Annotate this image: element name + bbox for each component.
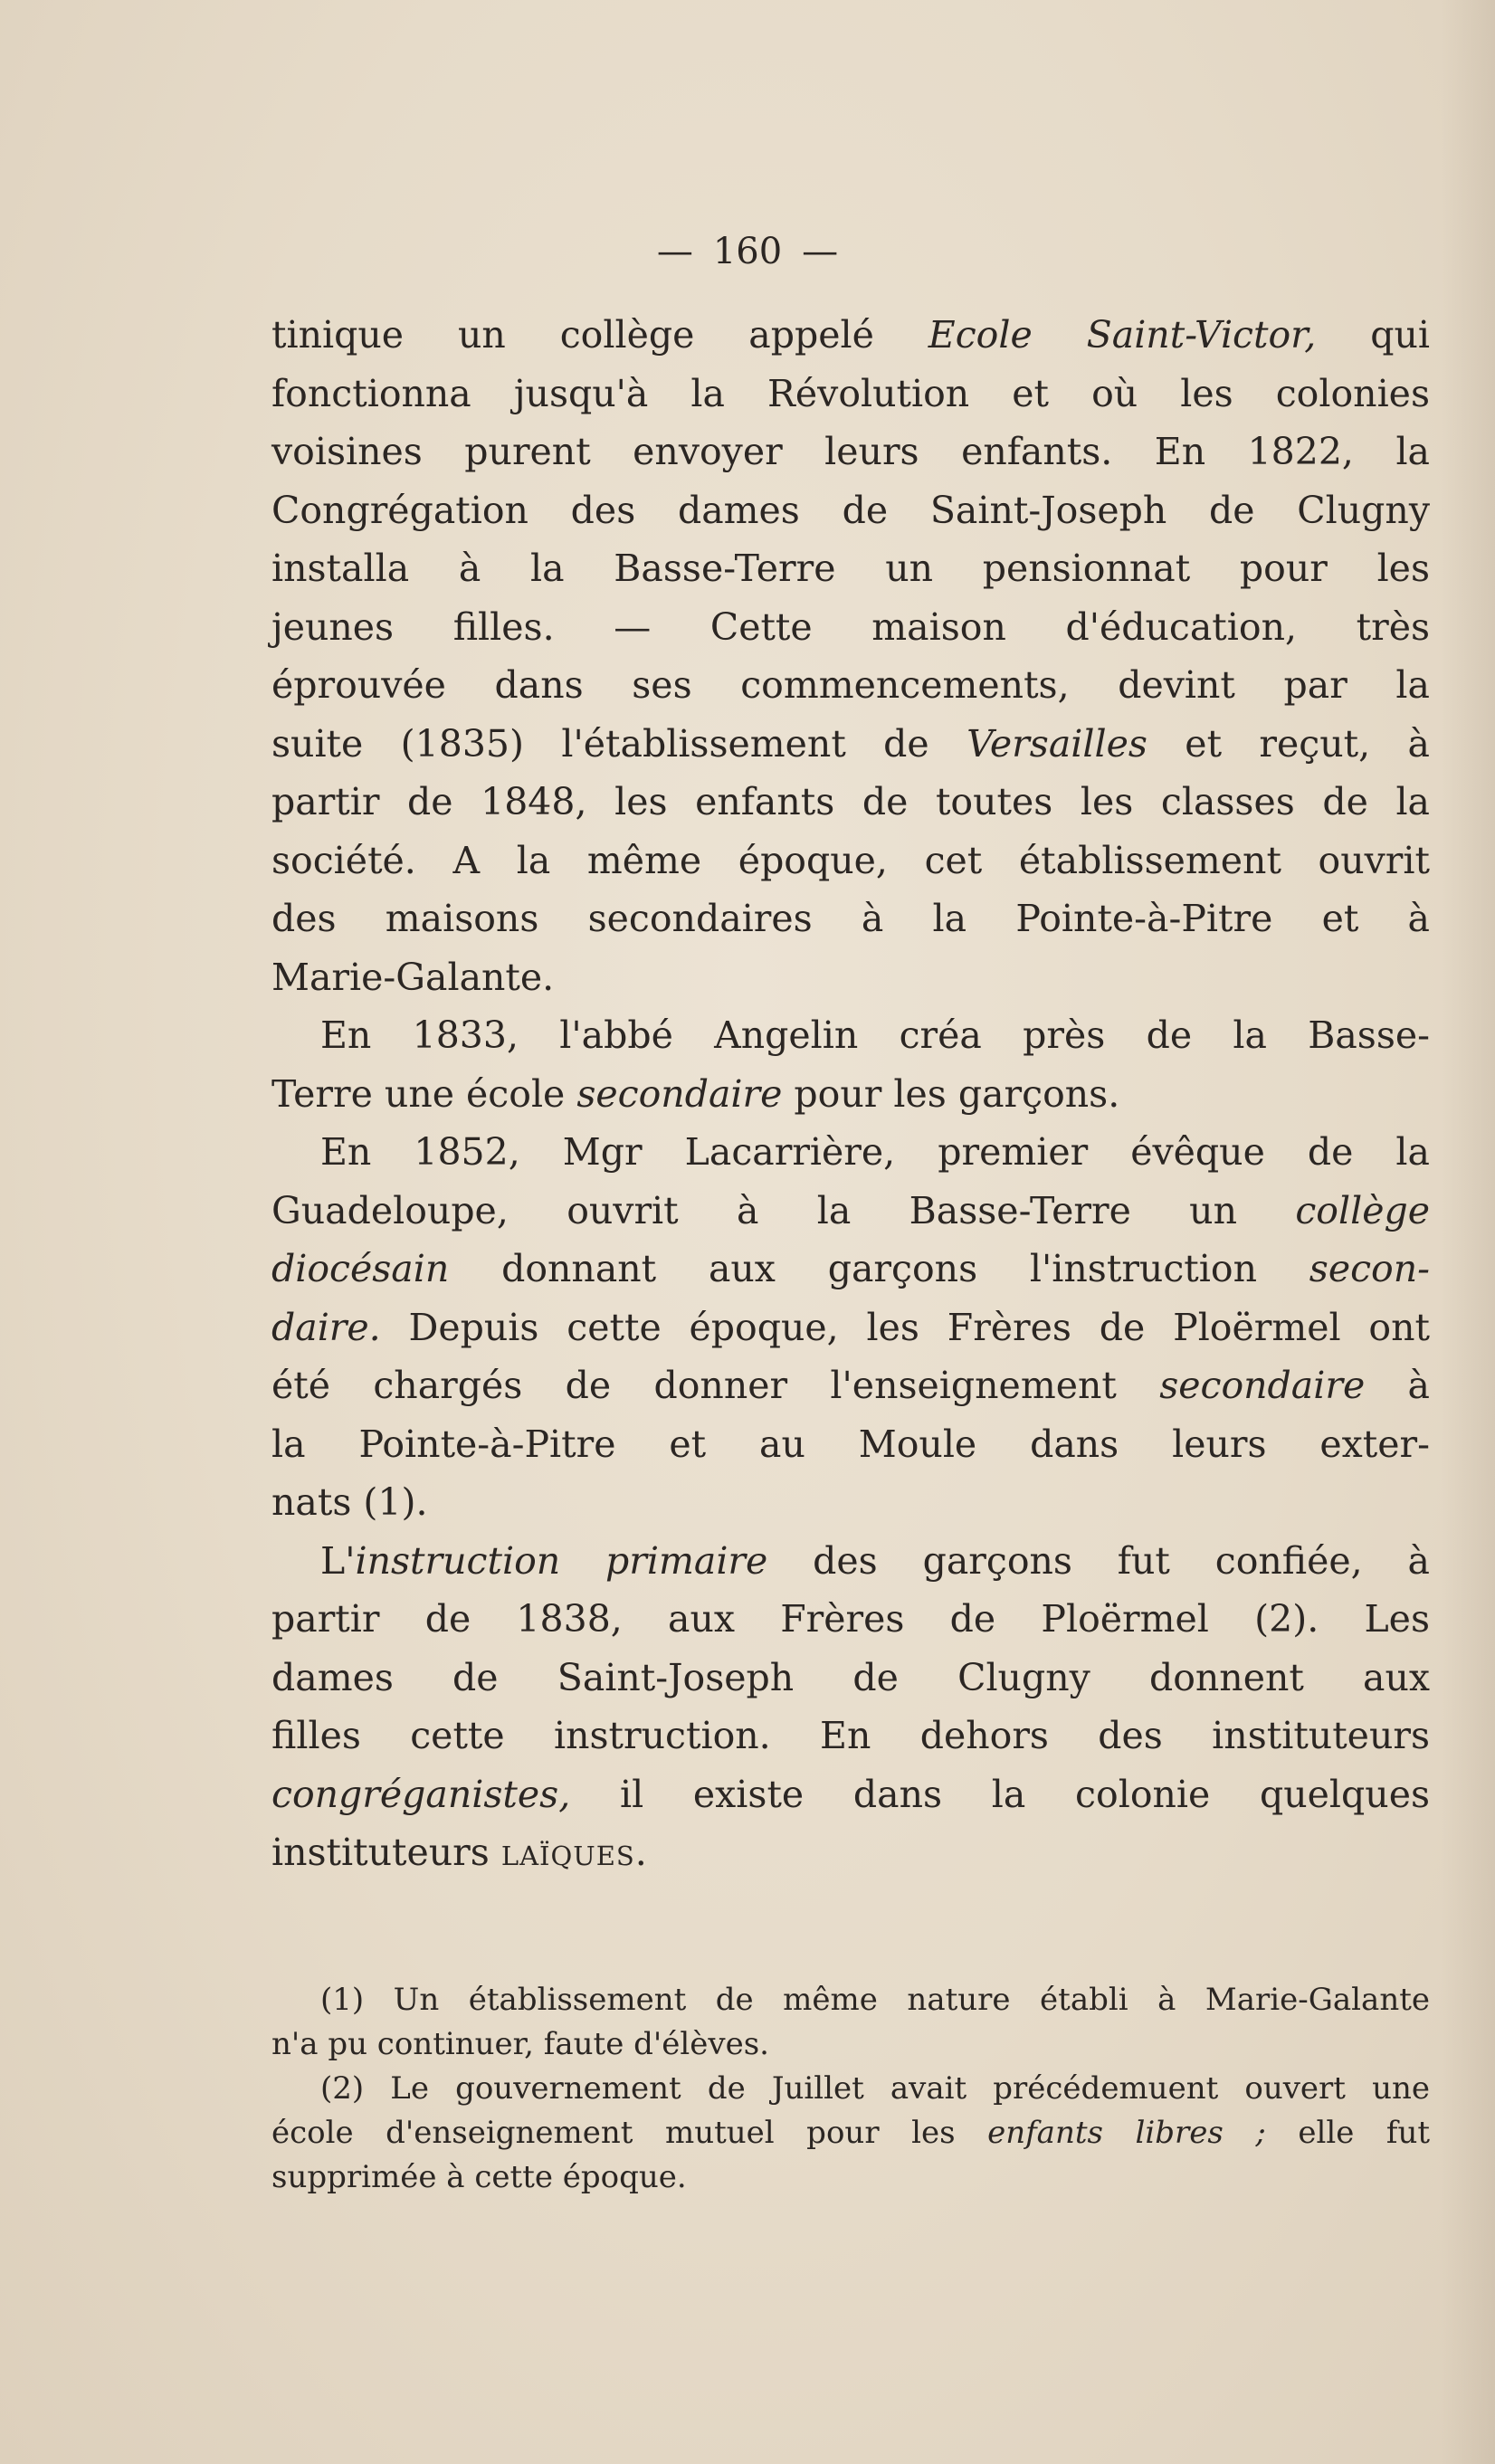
italic-span: Versailles <box>967 721 1147 766</box>
footnote-1-cont: n'a pu continuer, faute d'élèves. <box>271 2026 769 2062</box>
text-span: été chargés de donner l'enseignement <box>271 1364 1160 1407</box>
text-line: éprouvée dans ses commencements, devint par la <box>271 663 1430 707</box>
text-span: il existe dans la colonie quelques <box>570 1772 1430 1816</box>
text-line: des maisons secondaires à la Pointe-à-Pitre et à <box>271 897 1430 940</box>
italic-span: diocésain <box>271 1247 450 1290</box>
text-line: dames de Saint-Joseph de Clugny donnent aux <box>271 1655 1430 1699</box>
text-span: et reçut, à <box>1147 721 1430 766</box>
italic-span: secon- <box>1309 1247 1430 1290</box>
italic-span: enfants libres ; <box>987 2115 1266 2151</box>
body-text <box>271 306 1430 1882</box>
text-line <box>271 1065 1430 1124</box>
text-span: qui <box>1316 313 1431 357</box>
page-number: 160 <box>712 231 783 272</box>
text-line: Marie-Galante. <box>271 955 555 999</box>
text-span: des garçons fut confiée, à <box>767 1538 1430 1583</box>
text-span: pour les garçons. <box>782 1071 1120 1116</box>
text-line: installa à la Basse-Terre un pensionnat pour les <box>271 547 1430 590</box>
page-header <box>0 224 1495 279</box>
text-line: filles cette instruction. En dehors des instituteurs <box>271 1714 1430 1757</box>
header-dash-left: — <box>656 231 693 272</box>
text-line <box>271 715 1430 774</box>
text-line: En 1852, Mgr Lacarrière, premier évêque de la <box>320 1130 1430 1174</box>
header-dash-right: — <box>802 231 839 272</box>
text-span: . <box>634 1831 647 1874</box>
text-line <box>271 1299 1430 1357</box>
text-line: partir de 1848, les enfants de toutes les classes de la <box>271 780 1430 823</box>
text-line: voisines purent envoyer leurs enfants. En 1822, la <box>271 430 1430 473</box>
text-line <box>271 1356 1430 1415</box>
text-span: Depuis cette époque, les Frères de Ploërmel ont <box>380 1305 1430 1349</box>
italic-span: secondaire <box>576 1071 783 1116</box>
page-edge-shadow <box>1441 0 1495 2464</box>
small-caps-span: laïques <box>500 1831 635 1874</box>
footnotes <box>271 1978 1430 2200</box>
text-span: école d'enseignement mutuel pour les <box>271 2115 988 2151</box>
italic-span: collège <box>1295 1188 1430 1232</box>
text-span: tinique un collège appelé <box>271 313 928 357</box>
text-line <box>271 1240 1430 1299</box>
text-line <box>271 306 1430 365</box>
text-line: jeunes filles. — Cette maison d'éducation, très <box>271 604 1430 649</box>
text-span: L' <box>320 1538 356 1583</box>
italic-span: secondaire <box>1159 1364 1366 1407</box>
footnote-2: (2) Le gouvernement de Juillet avait précédemuent ouvert une <box>320 2070 1430 2107</box>
text-span: elle fut <box>1265 2115 1431 2151</box>
text-span: instituteurs <box>271 1831 501 1874</box>
footnote-1: (1) Un établissement de même nature établi à Marie-Galante <box>320 1982 1430 2018</box>
italic-span: instruction primaire <box>355 1538 768 1583</box>
footnote-2-cont <box>271 2111 1430 2155</box>
text-line: Congrégation des dames de Saint-Joseph de Clugny <box>271 488 1430 532</box>
italic-span: daire. <box>271 1305 381 1349</box>
text-line <box>271 1532 1430 1591</box>
text-line: la Pointe-à-Pitre et au Moule dans leurs exter- <box>271 1422 1430 1466</box>
text-span: donnant aux garçons l'instruction <box>449 1247 1309 1290</box>
text-span: suite (1835) l'établissement de <box>271 721 967 766</box>
text-line <box>271 1823 1430 1882</box>
footnote-2-end: supprimée à cette époque. <box>271 2159 687 2195</box>
italic-span: congréganistes, <box>271 1772 571 1816</box>
text-line: nats (1). <box>271 1480 428 1524</box>
text-line: fonctionna jusqu'à la Révolution et où les colonies <box>271 371 1430 415</box>
text-line: partir de 1838, aux Frères de Ploërmel (2). Les <box>271 1597 1430 1641</box>
text-span: Guadeloupe, ouvrit à la Basse-Terre un <box>271 1188 1296 1232</box>
text-span: à <box>1365 1364 1430 1407</box>
text-line: En 1833, l'abbé Angelin créa près de la Basse- <box>320 1013 1430 1057</box>
text-line: société. A la même époque, cet établissement ouvrit <box>271 838 1430 882</box>
text-line <box>271 1182 1430 1241</box>
text-line <box>271 1765 1430 1824</box>
italic-span: Ecole Saint-Victor, <box>928 313 1317 357</box>
text-span: Terre une école <box>271 1071 577 1116</box>
